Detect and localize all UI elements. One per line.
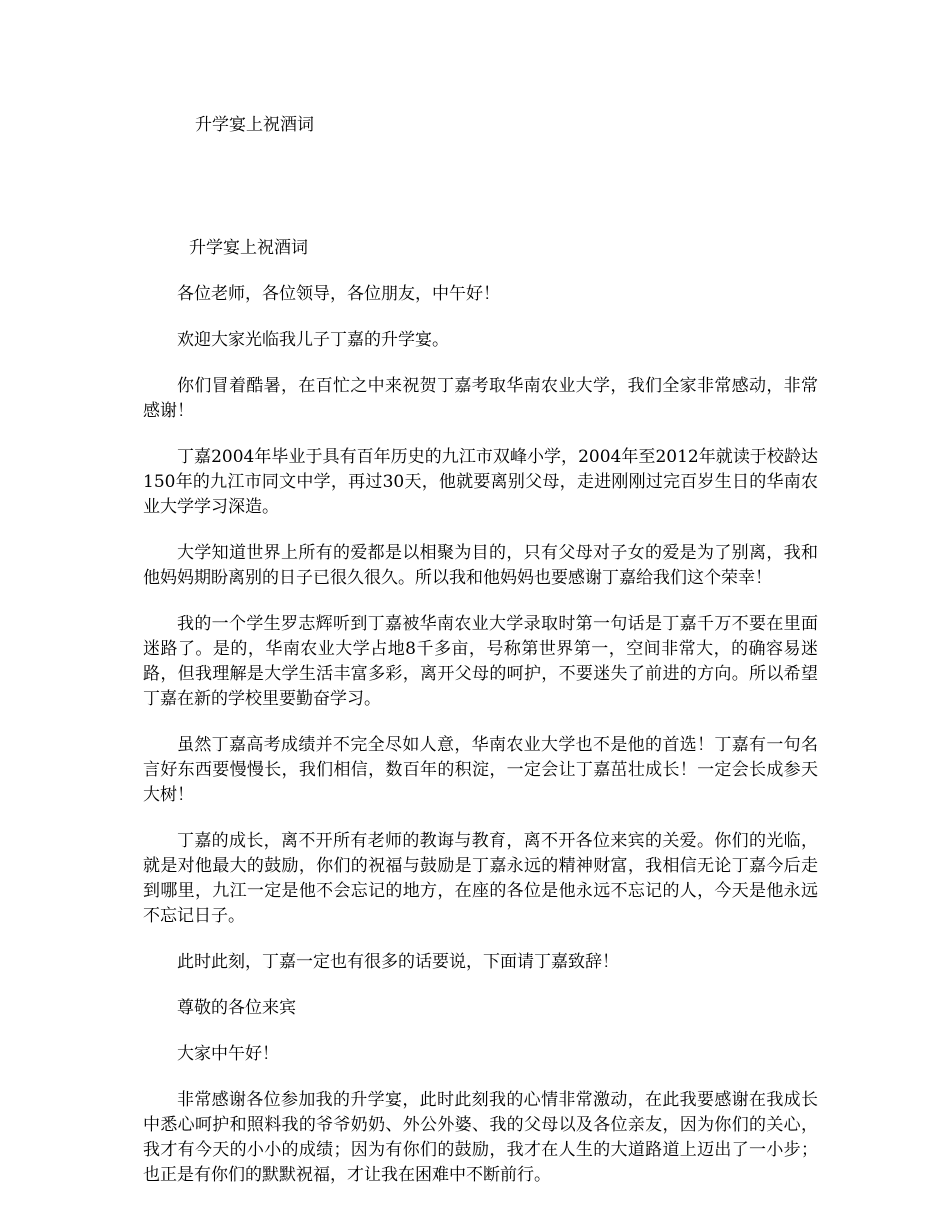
paragraph-good-noon: 大家中午好！ xyxy=(177,1044,279,1064)
paragraph-student-speech: 非常感谢各位参加我的升学宴，此时此刻我的心情非常激动，在此我要感谢在我成长中悉心呵护和照料我的爷爷奶奶、外公外婆、我的父母以及各位亲友，因为你们的关心，我才有今天的小小的成绩；因为有你们的鼓励，我才在人生的大道路道上迈出了一小步；也正是有你们的默默祝福，才让我在困难中不断前行。 xyxy=(143,1090,818,1185)
paragraph-growth: 虽然丁嘉高考成绩并不完全尽如人意，华南农业大学也不是他的首选！丁嘉有一句名言好东西要慢慢长，我们相信，数百年的积淀，一定会让丁嘉茁壮成长！一定会长成参天大树！ xyxy=(143,735,818,805)
document-body xyxy=(143,236,818,1209)
paragraph-greeting: 各位老师，各位领导，各位朋友，中午好！ xyxy=(177,284,500,304)
document-title: 升学宴上祝酒词 xyxy=(195,115,314,135)
body-subtitle: 升学宴上祝酒词 xyxy=(189,238,308,258)
paragraph-salutation: 尊敬的各位来宾 xyxy=(177,998,296,1018)
paragraph-welcome: 欢迎大家光临我儿子丁嘉的升学宴。 xyxy=(177,330,449,350)
paragraph-gratitude: 丁嘉的成长，离不开所有老师的教诲与教育，离不开各位来宾的关爱。你们的光临，就是对他最大的鼓励，你们的祝福与鼓励是丁嘉永远的精神财富，我相信无论丁嘉今后走到哪里，九江一定是他不会忘记的地方，在座的各位是他永远不忘记的人，今天是他永远不忘记日子。 xyxy=(143,831,818,926)
paragraph-student-remark: 我的一个学生罗志辉听到丁嘉被华南农业大学录取时第一句话是丁嘉千万不要在里面迷路了。是的，华南农业大学占地8千多亩，号称第世界第一，空间非常大，的确容易迷路，但我理解是大学生活丰富多彩，离开父母的呵护，不要迷失了前进的方向。所以希望丁嘉在新的学校里要勤奋学习。 xyxy=(143,614,818,709)
paragraph-invitation: 此时此刻，丁嘉一定也有很多的话要说，下面请丁嘉致辞！ xyxy=(177,952,619,972)
paragraph-thanks: 你们冒着酷暑，在百忙之中来祝贺丁嘉考取华南农业大学，我们全家非常感动，非常感谢！ xyxy=(143,376,818,421)
paragraph-parents-love: 大学知道世界上所有的爱都是以相聚为目的，只有父母对子女的爱是为了别离，我和他妈妈期盼离别的日子已很久很久。所以我和他妈妈也要感谢丁嘉给我们这个荣幸！ xyxy=(143,543,818,588)
paragraph-education: 丁嘉2004年毕业于具有百年历史的九江市双峰小学，2004年至2012年就读于校龄达150年的九江市同文中学，再过30天，他就要离别父母，走进刚刚过完百岁生日的华南农业大学学习深造。 xyxy=(143,447,818,517)
